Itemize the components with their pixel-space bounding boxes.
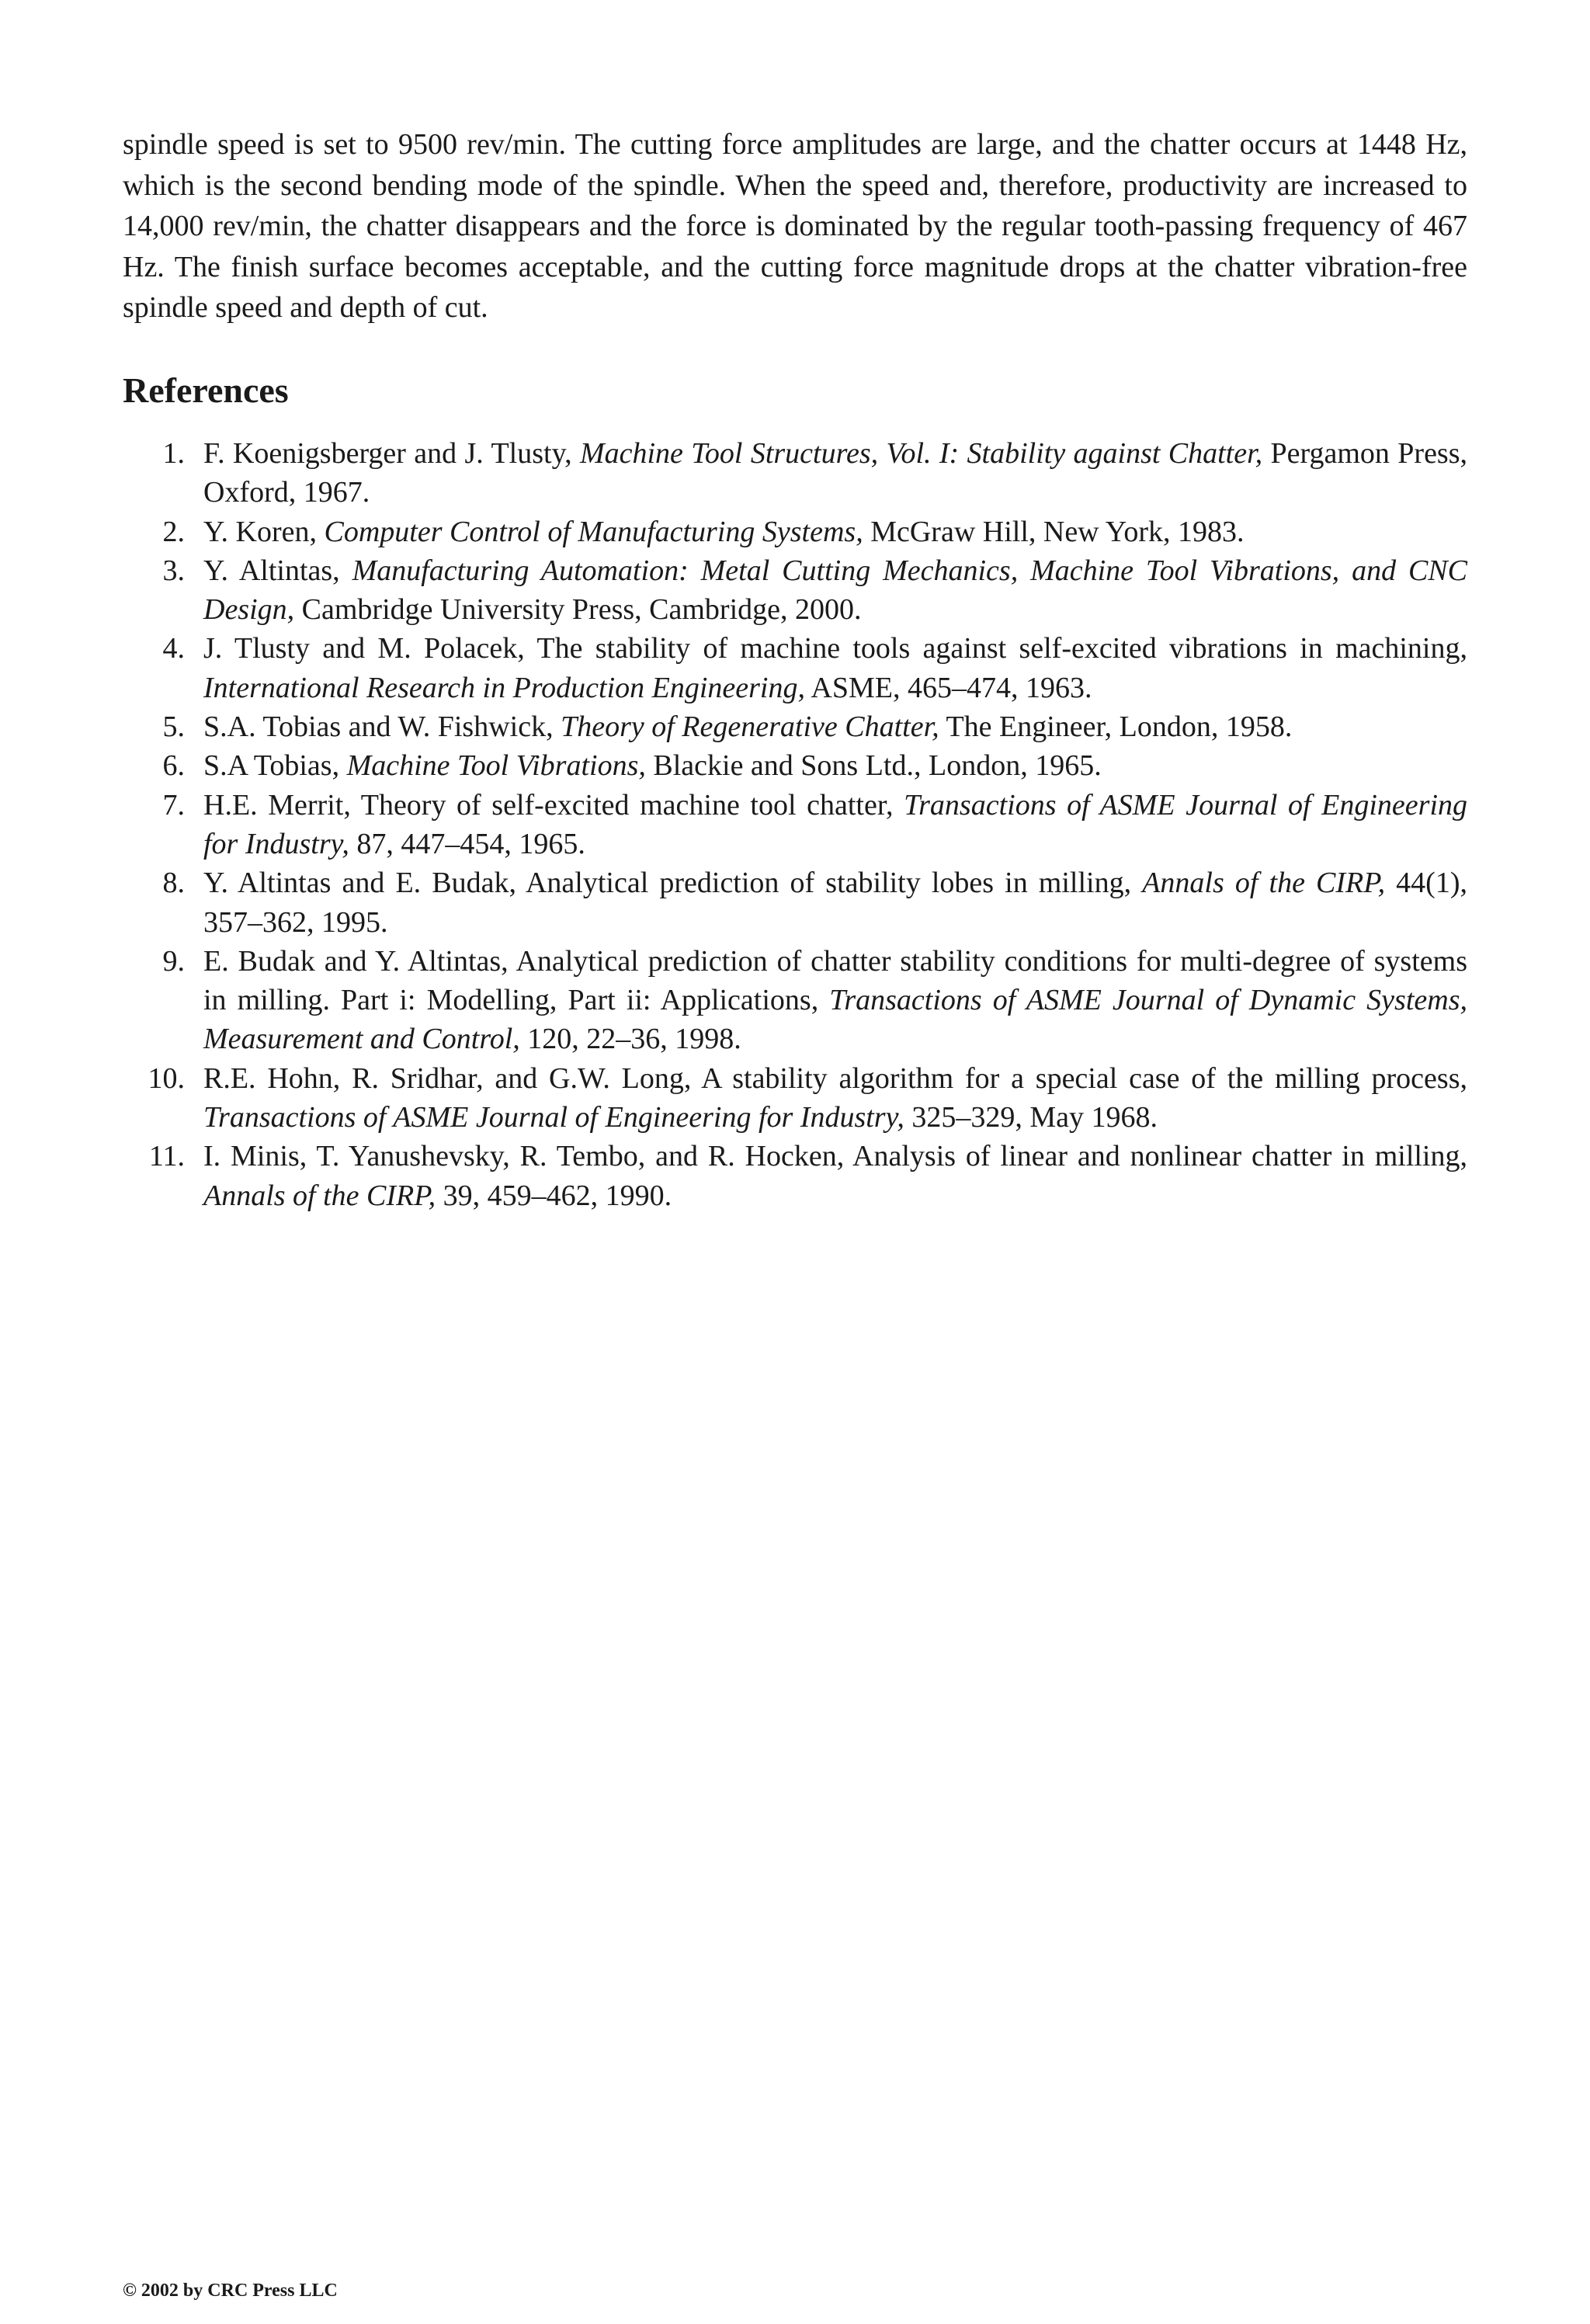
reference-item bbox=[123, 512, 1467, 551]
reference-source-title: International Research in Production Engineering, bbox=[203, 671, 805, 704]
reference-text: I. Minis, T. Yanushevsky, R. Tembo, and R. Hocken, Analysis of linear and nonlinear chatter in milling, Annals of the CIRP, 39, 459–462, 1990. bbox=[203, 1140, 1467, 1212]
reference-text: F. Koenigsberger and J. Tlusty, Machine Tool Structures, Vol. I: Stability against Chatter, Pergamon Press, Oxford, 1967. bbox=[203, 436, 1468, 509]
copyright-footer: © 2002 by CRC Press LLC bbox=[123, 2281, 338, 2301]
reference-number: 1. bbox=[162, 436, 185, 470]
reference-item bbox=[123, 629, 1467, 707]
reference-number: 10. bbox=[148, 1061, 185, 1095]
reference-item bbox=[123, 863, 1467, 942]
reference-source-title: Annals of the CIRP, bbox=[1142, 867, 1386, 900]
reference-item bbox=[123, 786, 1467, 864]
reference-item bbox=[123, 551, 1467, 630]
reference-item bbox=[123, 1137, 1467, 1215]
reference-number: 4. bbox=[162, 632, 185, 665]
reference-number: 5. bbox=[162, 710, 185, 744]
reference-number: 8. bbox=[162, 867, 185, 900]
reference-number: 2. bbox=[162, 515, 185, 548]
reference-source-title: Transactions of ASME Journal of Dynamic Systems, Measurement and Control, bbox=[203, 984, 1467, 1056]
intro-paragraph: spindle speed is set to 9500 rev/min. The cutting force amplitudes are large, and the chatter occurs at 1448 Hz, which is the second bending mode of the spindle. When the speed and, therefore, productivity are increased to 14,000 rev/min, the chatter disappears and the force is dominated by the regular tooth-passing frequency of 467 Hz. The finish surface becomes acceptable, and the cutting force magnitude drops at the chatter vibration-free spindle speed and depth of cut. bbox=[123, 128, 1467, 325]
reference-text: S.A. Tobias and W. Fishwick, Theory of Regenerative Chatter, The Engineer, London, 1958. bbox=[203, 710, 1293, 744]
reference-list bbox=[123, 434, 1467, 1215]
reference-text: J. Tlusty and M. Polacek, The stability of machine tools against self-excited vibrations in machining, International Research in Production Engineering, ASME, 465–474, 1963. bbox=[203, 632, 1467, 704]
reference-text: Y. Altintas, Manufacturing Automation: Metal Cutting Mechanics, Machine Tool Vibrations, and CNC Design, Cambridge University Press, Cambridge, 2000. bbox=[203, 554, 1467, 627]
reference-source-title: Transactions of ASME Journal of Engineering for Industry, bbox=[203, 788, 1468, 860]
reference-text: R.E. Hohn, R. Sridhar, and G.W. Long, A stability algorithm for a special case of the milling process, Transactions of ASME Journal of Engineering for Industry, 325–329, May 1968. bbox=[203, 1061, 1467, 1134]
reference-source-title: Transactions of ASME Journal of Engineering for Industry, bbox=[203, 1101, 904, 1134]
reference-source-title: Computer Control of Manufacturing Systems, bbox=[324, 515, 863, 548]
reference-source-title: Manufacturing Automation: Metal Cutting Mechanics, Machine Tool Vibrations, and CNC Design, bbox=[203, 554, 1467, 627]
reference-number: 7. bbox=[162, 788, 185, 822]
reference-text: Y. Koren, Computer Control of Manufacturing Systems, McGraw Hill, New York, 1983. bbox=[203, 515, 1245, 548]
reference-number: 11. bbox=[148, 1140, 185, 1173]
reference-text: S.A Tobias, Machine Tool Vibrations, Blackie and Sons Ltd., London, 1965. bbox=[203, 749, 1102, 783]
reference-item bbox=[123, 707, 1467, 746]
reference-source-title: Theory of Regenerative Chatter, bbox=[561, 710, 939, 744]
page-content bbox=[123, 124, 1467, 1215]
reference-number: 9. bbox=[162, 944, 185, 978]
reference-text: E. Budak and Y. Altintas, Analytical prediction of chatter stability conditions for multi-degree of systems in milling. Part i: Modelling, Part ii: Applications, Transactions of ASME Journal of Dynamic Systems, Measurement and Control, 120, 22–36, 1998. bbox=[203, 944, 1467, 1056]
reference-source-title: Machine Tool Structures, Vol. I: Stability against Chatter, bbox=[579, 436, 1263, 470]
reference-text: H.E. Merrit, Theory of self-excited machine tool chatter, Transactions of ASME Journal of Engineering for Industry, 87, 447–454, 1965. bbox=[203, 788, 1468, 860]
reference-number: 6. bbox=[162, 749, 185, 783]
reference-item bbox=[123, 1059, 1467, 1138]
reference-item bbox=[123, 942, 1467, 1059]
references-heading: References bbox=[123, 370, 289, 410]
reference-item bbox=[123, 746, 1467, 785]
reference-item bbox=[123, 434, 1467, 512]
reference-text: Y. Altintas and E. Budak, Analytical prediction of stability lobes in milling, Annals of the CIRP, 44(1), 357–362, 1995. bbox=[203, 867, 1467, 939]
reference-source-title: Annals of the CIRP, bbox=[203, 1179, 436, 1212]
reference-source-title: Machine Tool Vibrations, bbox=[346, 749, 646, 783]
reference-number: 3. bbox=[162, 554, 185, 587]
